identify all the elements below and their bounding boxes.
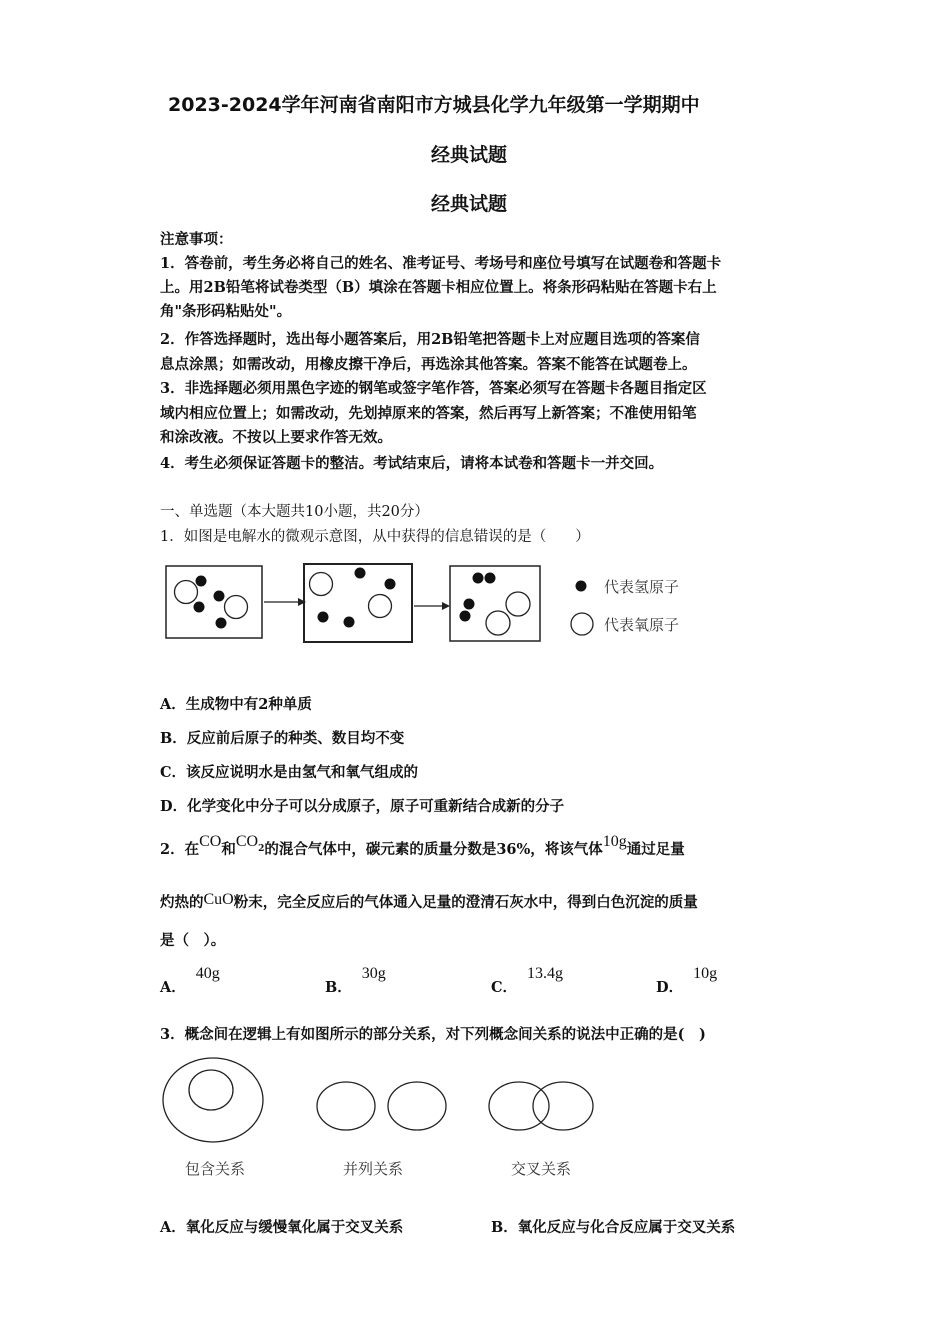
hydrogen-atom xyxy=(194,602,205,613)
option-value: 40g xyxy=(195,965,220,982)
notice-line: 1．答卷前，考生务必将自己的姓名、准考证号、考场号和座位号填写在试题卷和答题卡 xyxy=(160,255,722,272)
notice-line: 和涂改液。不按以上要求作答无效。 xyxy=(160,429,392,446)
q1-option-c: C．该反应说明水是由氢气和氧气组成的 xyxy=(160,764,419,781)
oxygen-atom xyxy=(175,581,198,604)
notice-line: 3．非选择题必须用黑色字迹的钢笔或签字笔作答，答案必须写在答题卡各题目指定区 xyxy=(160,380,707,397)
notice-heading: 注意事项： xyxy=(160,231,233,248)
q2-option-b xyxy=(325,962,386,996)
q2-text: 粉末，完全反应后的气体通入足量的澄清石灰水中，得到白色沉淀的质量 xyxy=(233,894,698,911)
q2-text: 和 xyxy=(221,841,236,858)
notice-line: 角"条形码粘贴处"。 xyxy=(160,303,292,320)
set-circle xyxy=(317,1082,375,1130)
q3-option-b: B．氧化反应与化合反应属于交叉关系 xyxy=(491,1219,736,1236)
co-formula: CO xyxy=(199,833,222,850)
notice-line: 2．作答选择题时，选出每小题答案后，用2B铅笔把答题卡上对应题目选项的答案信 xyxy=(160,331,700,348)
inner-set-circle xyxy=(189,1070,233,1110)
option-label: B． xyxy=(325,979,352,996)
q3-stem: 3．概念间在逻辑上有如图所示的部分关系，对下列概念间关系的说法中正确的是( ) xyxy=(160,1026,706,1043)
q2-option-c xyxy=(491,962,564,996)
exam-title-line2: 经典试题 xyxy=(431,144,508,166)
hydrogen-atom xyxy=(473,573,484,584)
q1-option-d: D．化学变化中分子可以分成原子，原子可重新结合成新的分子 xyxy=(160,798,565,815)
hydrogen-atom xyxy=(464,599,475,610)
hydrogen-atom xyxy=(216,618,227,629)
q2-text: 通过足量 xyxy=(626,841,685,858)
option-value: 13.4g xyxy=(527,965,564,982)
notice-line: 息点涂黑；如需改动，用橡皮擦干净后，再选涂其他答案。答案不能答在试题卷上。 xyxy=(160,356,697,373)
oxygen-atom xyxy=(506,592,530,616)
q2-text: 灼热的 xyxy=(160,894,204,911)
q2-option-a xyxy=(160,962,220,996)
section-heading: 一、单选题（本大题共10小题，共20分） xyxy=(160,504,429,520)
cuo-formula: CuO xyxy=(203,891,234,908)
oxygen-atom xyxy=(369,595,392,618)
concept-relations-diagram xyxy=(160,1052,620,1182)
inclusion-label: 包含关系 xyxy=(185,1160,246,1178)
hydrogen-atom xyxy=(385,579,396,590)
notice-line: 上。用2B铅笔将试卷类型（B）填涂在答题卡相应位置上。将条形码粘贴在答题卡右上 xyxy=(160,279,717,296)
hydrogen-atom xyxy=(460,611,471,622)
option-value: 10g xyxy=(693,965,718,982)
q2-stem-line2 xyxy=(160,891,698,912)
co2-formula: CO xyxy=(235,833,259,850)
q2-text: 的混合气体中，碳元素的质量分数是36%，将该气体 xyxy=(264,841,603,858)
oxygen-legend-icon xyxy=(571,613,593,635)
parallel-label: 并列关系 xyxy=(343,1160,404,1178)
hydrogen-atom xyxy=(344,617,355,628)
intersection-label: 交叉关系 xyxy=(511,1160,572,1178)
hydrogen-legend-icon xyxy=(576,581,587,592)
q2-stem-line1 xyxy=(160,833,685,859)
co2-subscript: 2 xyxy=(258,844,265,854)
q2-option-d xyxy=(656,962,718,996)
q2-text: 2．在 xyxy=(160,841,200,858)
legend-oxygen-label: 代表氧原子 xyxy=(604,616,680,634)
option-label: A． xyxy=(160,979,186,996)
hydrogen-atom xyxy=(214,591,225,602)
notice-line: 域内相应位置上；如需改动，先划掉原来的答案，然后再写上新答案；不准使用铅笔 xyxy=(160,405,697,422)
option-value: 30g xyxy=(361,965,386,982)
oxygen-atom xyxy=(225,596,248,619)
hydrogen-atom xyxy=(318,612,329,623)
exam-title-line1: 2023-2024学年河南省南阳市方城县化学九年级第一学期期中 xyxy=(168,94,700,116)
hydrogen-atom xyxy=(485,573,496,584)
exam-title-line3: 经典试题 xyxy=(431,193,508,215)
mass-value: 10g xyxy=(602,833,627,850)
q1-option-a: A．生成物中有2种单质 xyxy=(160,696,312,713)
q3-option-a: A．氧化反应与缓慢氧化属于交叉关系 xyxy=(160,1219,404,1236)
arrow-head-icon xyxy=(442,602,450,610)
q1-option-b: B．反应前后原子的种类、数目均不变 xyxy=(160,730,405,747)
notice-line: 4．考生必须保证答题卡的整洁。考试结束后，请将本试卷和答题卡一并交回。 xyxy=(160,455,664,472)
hydrogen-atom xyxy=(355,568,366,579)
hydrogen-atom xyxy=(196,576,207,587)
option-label: C． xyxy=(491,979,518,996)
q2-stem-line3: 是（ ）。 xyxy=(160,932,226,949)
oxygen-atom xyxy=(310,573,333,596)
oxygen-atom xyxy=(486,611,510,635)
electrolysis-diagram xyxy=(160,558,720,648)
option-label: D． xyxy=(656,979,684,996)
q1-stem: 1．如图是电解水的微观示意图，从中获得的信息错误的是（ ） xyxy=(160,529,590,545)
set-circle xyxy=(489,1082,549,1130)
legend-hydrogen-label: 代表氢原子 xyxy=(604,578,680,596)
set-circle xyxy=(533,1082,593,1130)
set-circle xyxy=(388,1082,446,1130)
